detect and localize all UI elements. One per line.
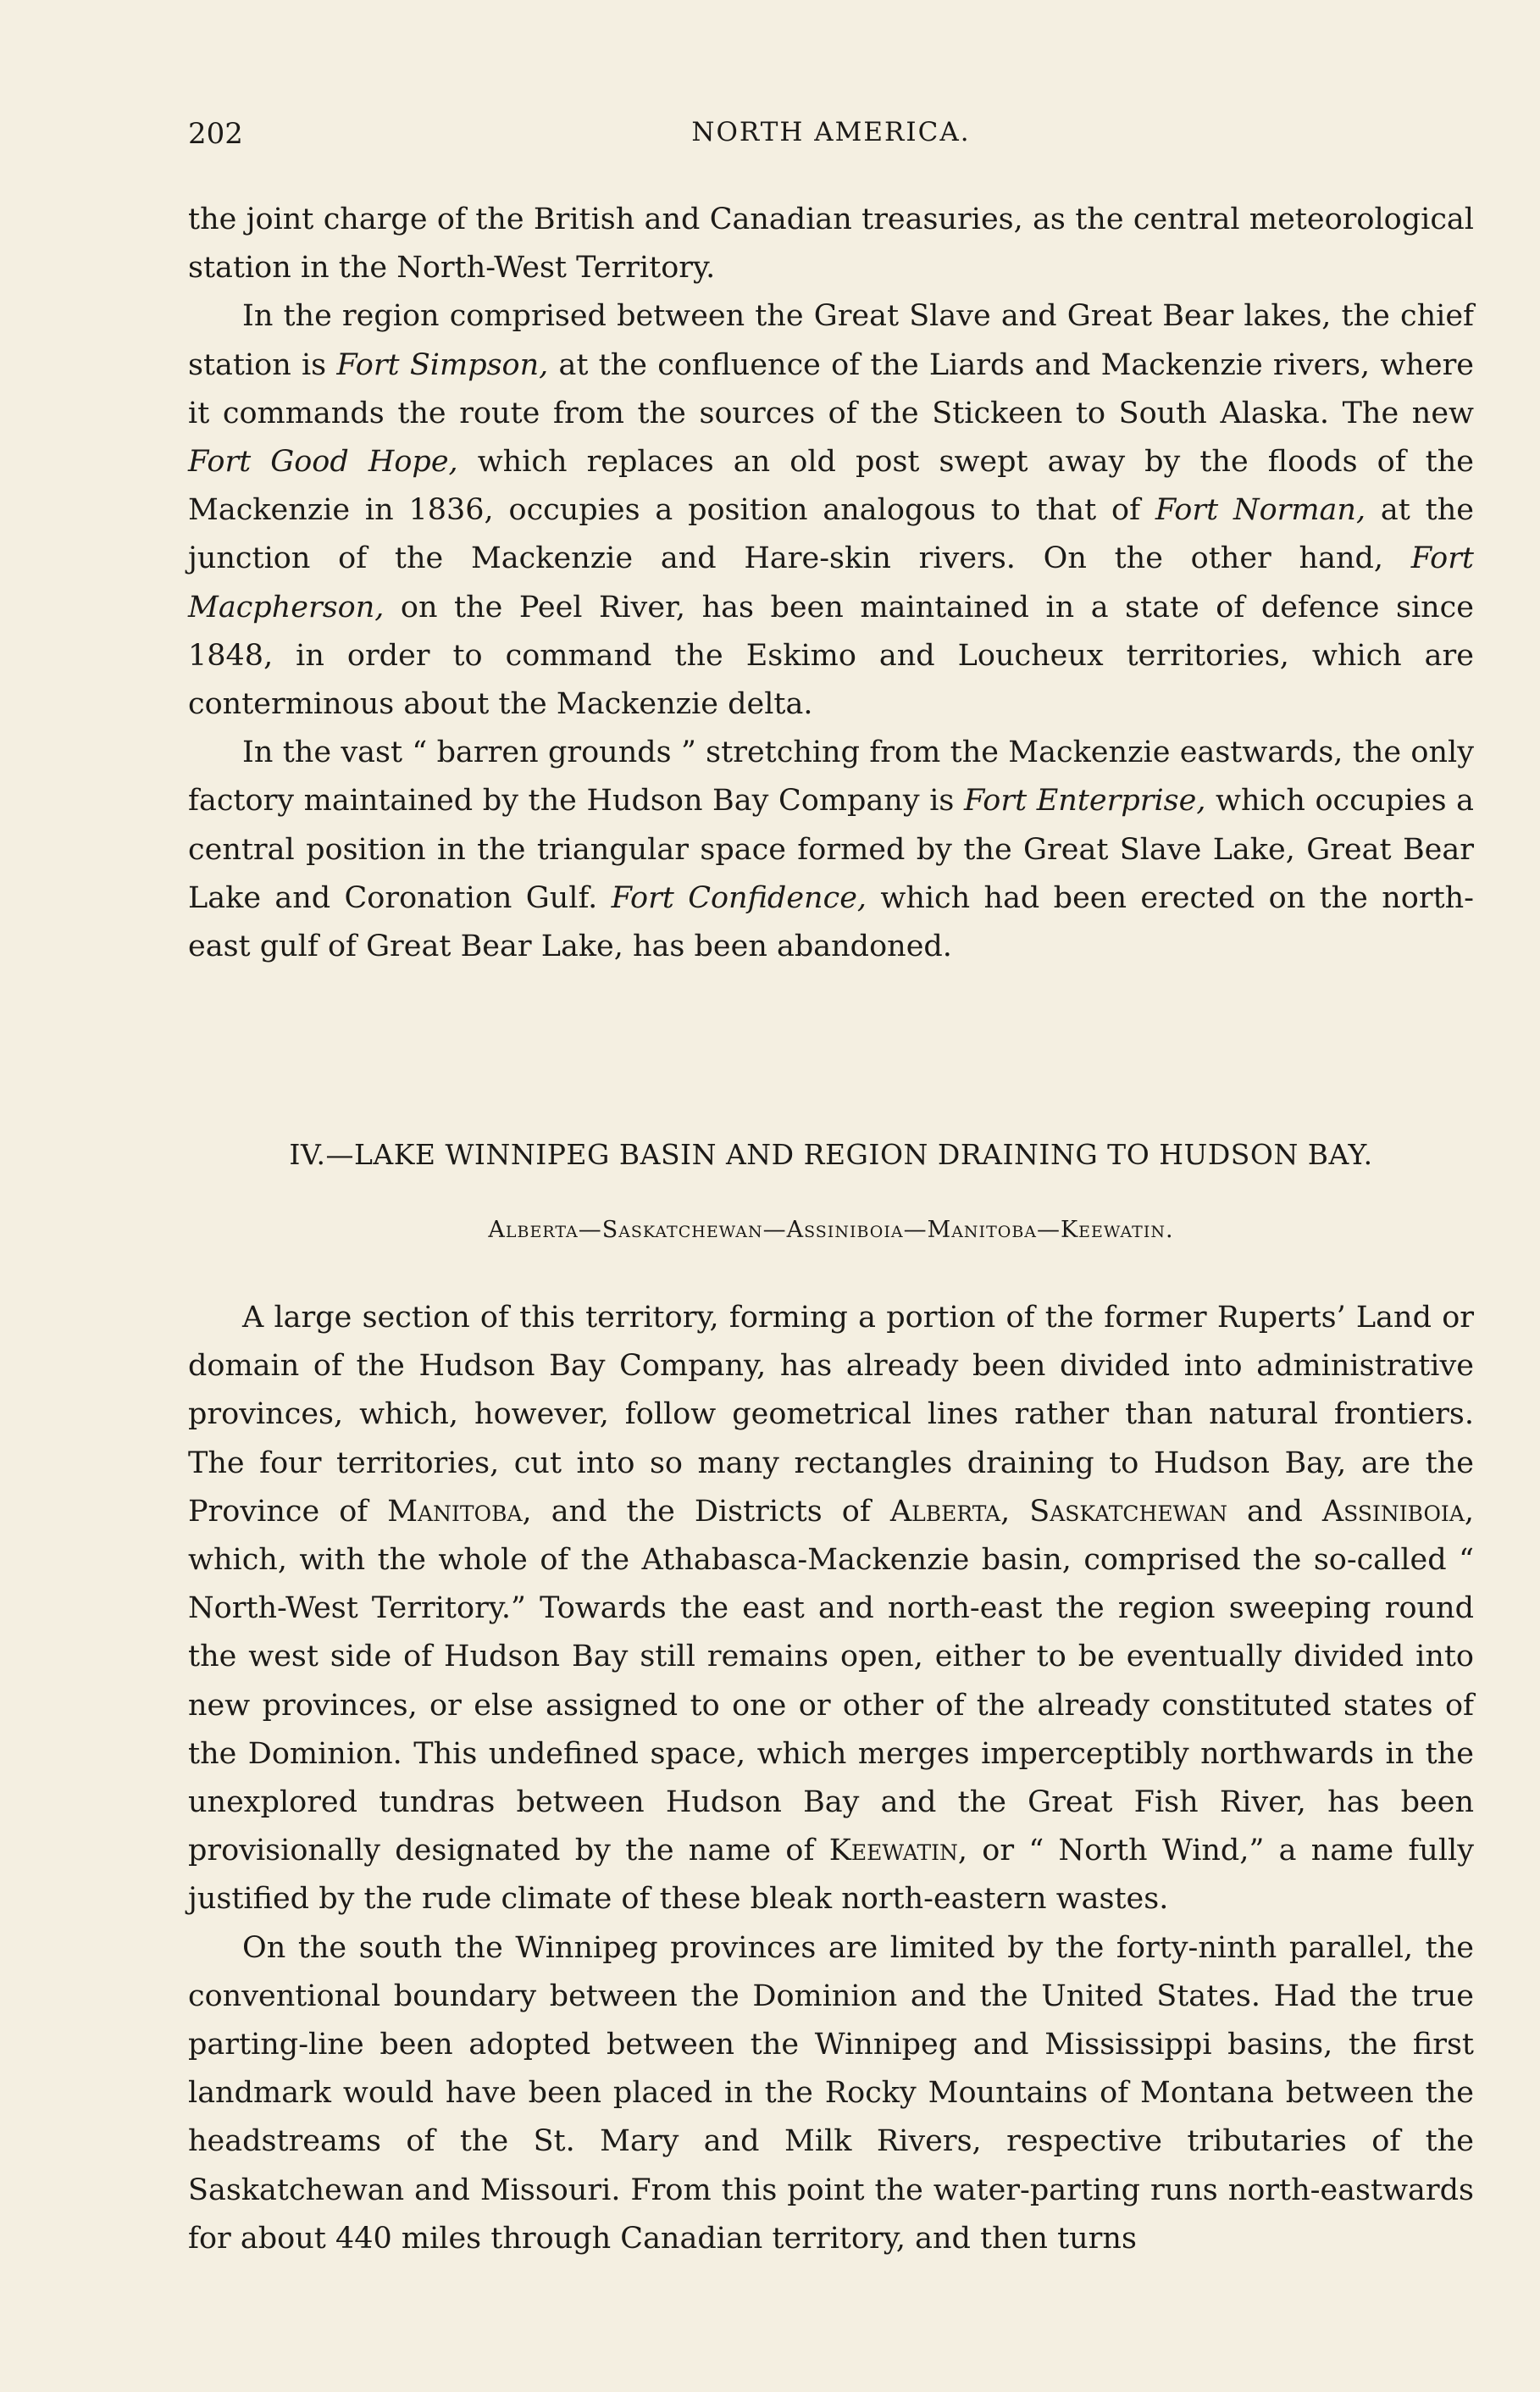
text-run: which had been erected on the north-east gulf of Great Bear Lake, has been abandoned. xyxy=(188,880,1474,964)
paragraph-territory-division xyxy=(188,1294,1474,1924)
text-run: A large section of this territory, forming a portion of the former Ruperts’ Land or domain of the Hudson Bay Company, has already been divided into administrative provinces, which, however, follow geometrical lines rather than natural frontiers. The four territories, cut into so many rectangles draining to Hudson Bay, are the Province of xyxy=(188,1301,1474,1529)
text-run: at the junction of the Mackenzie and Hare-skin rivers. On the other hand, xyxy=(188,493,1474,576)
text-run: on the Peel River, has been maintained in a state of defence since 1848, in order to command the Eskimo and Loucheux territories, which are conterminous about the Mackenzie delta. xyxy=(188,590,1474,722)
text-run: which replaces an old post swept away by the floods of the Mackenzie in 1836, occupies a position analogous to that of xyxy=(188,445,1475,528)
section-heading: IV.—LAKE WINNIPEG BASIN AND REGION DRAINING TO HUDSON BAY. xyxy=(289,1138,1373,1171)
place-keewatin: Keewatin, xyxy=(828,1834,968,1868)
section-subheading: Alberta—Saskatchewan—Assiniboia—Manitoba—Keewatin. xyxy=(488,1217,1174,1243)
text-run: or “ North Wind,” a name fully justified by the rude climate of these bleak north-eastern wastes. xyxy=(188,1834,1474,1917)
page-number: 202 xyxy=(188,117,243,151)
running-head: NORTH AMERICA. xyxy=(691,117,971,147)
place-fort-macpherson: Fort Macpherson, xyxy=(188,541,1474,624)
place-assiniboia: Assiniboia, xyxy=(1321,1494,1474,1529)
page-header xyxy=(188,117,1474,159)
place-fort-confidence: Fort Confidence, xyxy=(611,880,867,915)
text-run: In the region comprised between the Great Slave and Great Bear lakes, the chief station is xyxy=(188,299,1474,382)
place-fort-good-hope: Fort Good Hope, xyxy=(188,445,458,480)
top-text-block xyxy=(188,196,1474,971)
place-fort-simpson: Fort Simpson, xyxy=(336,347,549,382)
text-run xyxy=(1010,1495,1029,1529)
text-run: which occupies a central position in the triangular space formed by the Great Slave Lake, Great Bear Lake and Coronation Gulf. xyxy=(188,784,1475,915)
place-fort-norman: Fort Norman, xyxy=(1155,493,1366,528)
text-run: at the confluence of the Liards and Mackenzie rivers, where it commands the route from the sources of the Stickeen to South Alaska. The new xyxy=(188,347,1475,430)
paragraph-great-slave-region xyxy=(188,292,1474,729)
place-fort-enterprise: Fort Enterprise, xyxy=(963,784,1206,819)
text-run: which, with the whole of the Athabasca-Mackenzie basin, comprised the so-called “ North-West Territory.” Towards the east and north-east the region sweeping round the west side of Hudson Bay still remains open, either to be eventually divided into new provinces, or else assigned to one or other of the already constituted states of the Dominion. This undefined space, which merges imperceptibly northwards in the unexplored tundras between Hudson Bay and the Great Fish River, has been provisionally designated by the name of xyxy=(188,1543,1474,1868)
bottom-text-block xyxy=(188,1294,1474,2263)
place-saskatchewan: Saskatchewan xyxy=(1029,1494,1227,1529)
paragraph-barren-grounds xyxy=(188,729,1474,971)
text-run: and the Districts of xyxy=(531,1494,890,1529)
place-manitoba: Manitoba, xyxy=(387,1494,532,1529)
paragraph-continuation: the joint charge of the British and Canadian treasuries, as the central meteorological station in the North-West Territory. xyxy=(188,203,1474,286)
text-run: In the vast “ barren grounds ” stretching from the Mackenzie eastwards, the only factory maintained by the Hudson Bay Company is xyxy=(188,735,1474,819)
paragraph-southern-boundary: On the south the Winnipeg provinces are limited by the forty-ninth parallel, the conventional boundary between the Dominion and the United States. Had the true parting-line been adopted between the Winnipeg and Mississippi basins, the first landmark would have been placed in the Rocky Mountains of Montana between the headstreams of the St. Mary and Milk Rivers, respective tributaries of the Saskatchewan and Missouri. From this point the water-parting runs north-eastwards for about 440 miles through Canadian territory, and then turns xyxy=(188,1930,1474,2256)
text-run: and xyxy=(1227,1494,1322,1529)
place-alberta: Alberta, xyxy=(889,1494,1011,1529)
